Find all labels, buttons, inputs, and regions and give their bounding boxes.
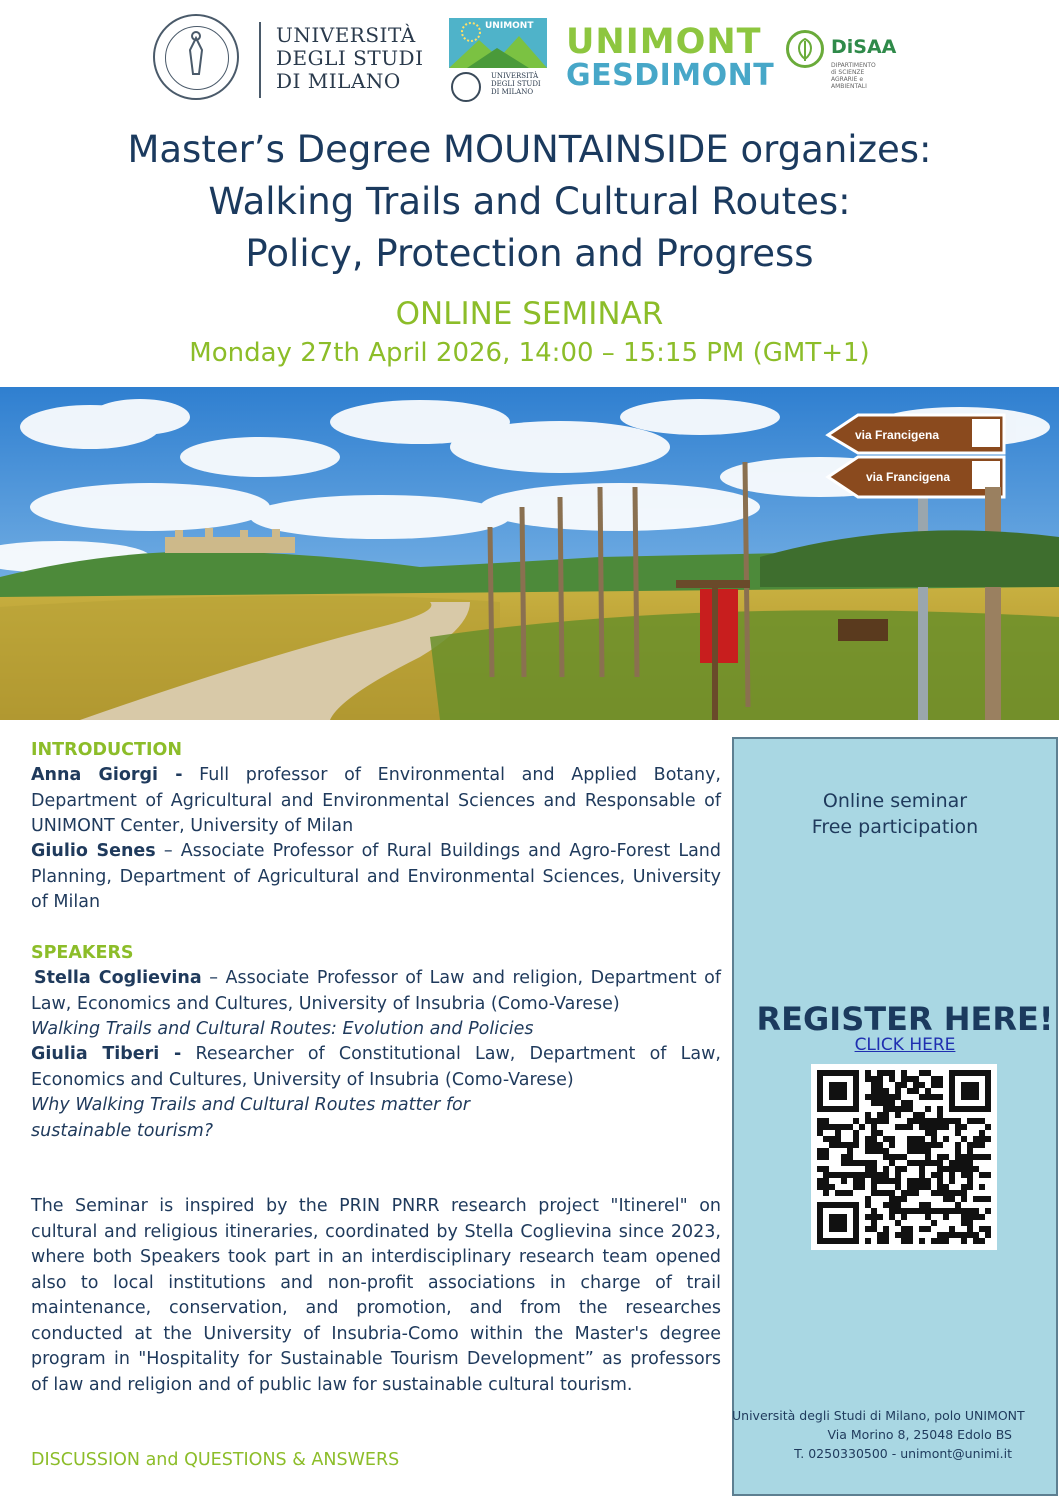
speakers-heading: SPEAKERS	[31, 943, 134, 963]
introduction-paragraph-2: Giulio Senes – Associate Professor of Rural Buildings and Agro-Forest Land Planning, Department of Agricultural and Environmental Sciences, University of Milan	[31, 841, 721, 912]
unimi-logo-text: UNIVERSITÀ DEGLI STUDI DI MILANO	[276, 23, 424, 93]
disaa-leaf-icon	[786, 30, 824, 68]
seminar-info	[732, 788, 1058, 840]
footer-line-2: Via Morino 8, 25048 Edolo BS	[827, 1427, 1012, 1442]
university-seal-logo	[153, 14, 239, 100]
sign-text-2: via Francigena	[866, 470, 951, 484]
speaker-2-paragraph: Giulia Tiberi - Researcher of Constitutional Law, Department of Law, Economics and Cultures, University of Insubria (Como-Varese)	[31, 1044, 721, 1090]
register-link[interactable]: CLICK HERE	[854, 1035, 956, 1055]
event-title	[0, 124, 1059, 280]
speaker-1-paragraph: Stella Coglievina – Associate Professor of Law and religion, Department of Law, Economics and Cultures, University of Insubria (Como-Varese)	[31, 968, 721, 1014]
landscape-photo	[0, 387, 1059, 720]
discussion-label: DISCUSSION and QUESTIONS & ANSWERS	[31, 1450, 400, 1470]
speaker-name: Giulia Tiberi -	[31, 1044, 182, 1064]
speaker-2-talk-title: Why Walking Trails and Cultural Routes matter for sustainable tourism?	[31, 1095, 470, 1141]
unimont-wordmark: UNIMONT	[566, 22, 762, 62]
seminar-description: The Seminar is inspired by the PRIN PNRR research project "Itinerel" on cultural and religious itineraries, coordinated by Stella Coglievina since 2023, where both Speakers took part in an interdisciplinary research team opened also to local institutions and non-profit associations in charge of trail maintenance, conservation, and promotion, and from the researches conducted at the University of Insubria-Como within the Master's degree program in "Hospitality for Sustainable Tourism Development” as professors of law and religion and of public law for sustainable cultural tourism.	[31, 1196, 721, 1395]
disaa-subtitle: DIPARTIMENTO di SCIENZE AGRARIE e AMBIENTALI	[831, 62, 876, 90]
info-line-1: Online seminar	[822, 790, 968, 812]
footer-line-1: Università degli Studi di Milano, polo UNIMONT	[732, 1408, 1025, 1423]
presenter-name: Anna Giorgi -	[31, 765, 183, 785]
gesdimont-wordmark: GESDIMONT	[566, 58, 775, 93]
logo-divider	[259, 22, 261, 98]
unimont-badge-logo: UNIMONT	[449, 18, 547, 68]
small-unimi-text: UNIVERSITÀ DEGLI STUDI DI MILANO	[491, 72, 541, 96]
introduction-paragraph-1: Anna Giorgi - Full professor of Environmental and Applied Botany, Department of Agricultural and Environmental Sciences and Responsable of UNIMONT Center, University of Milan	[31, 765, 721, 836]
presenter-name: Giulio Senes	[31, 841, 156, 861]
sign-text-1: via Francigena	[855, 428, 940, 442]
contact-footer	[732, 1406, 1058, 1463]
footer-line-3: T. 0250330500 - unimont@unimi.it	[794, 1446, 1012, 1461]
register-heading: REGISTER HERE!	[756, 1000, 1054, 1038]
title-line-3: Policy, Protection and Progress	[245, 232, 814, 275]
disaa-logo-text: DiSAA	[831, 36, 897, 58]
speaker-1-talk-title: Walking Trails and Cultural Routes: Evolution and Policies	[31, 1019, 534, 1039]
info-line-2: Free participation	[811, 816, 979, 838]
registration-qr-code[interactable]	[811, 1064, 997, 1250]
introduction-heading: INTRODUCTION	[31, 740, 182, 760]
speaker-name: Stella Coglievina	[34, 968, 202, 988]
title-line-1: Master’s Degree MOUNTAINSIDE organizes:	[127, 128, 932, 171]
online-seminar-subtitle: ONLINE SEMINAR	[395, 296, 664, 332]
event-date: Monday 27th April 2026, 14:00 – 15:15 PM (GMT+1)	[189, 338, 870, 368]
small-university-seal	[451, 72, 481, 102]
title-line-2: Walking Trails and Cultural Routes:	[208, 180, 851, 223]
